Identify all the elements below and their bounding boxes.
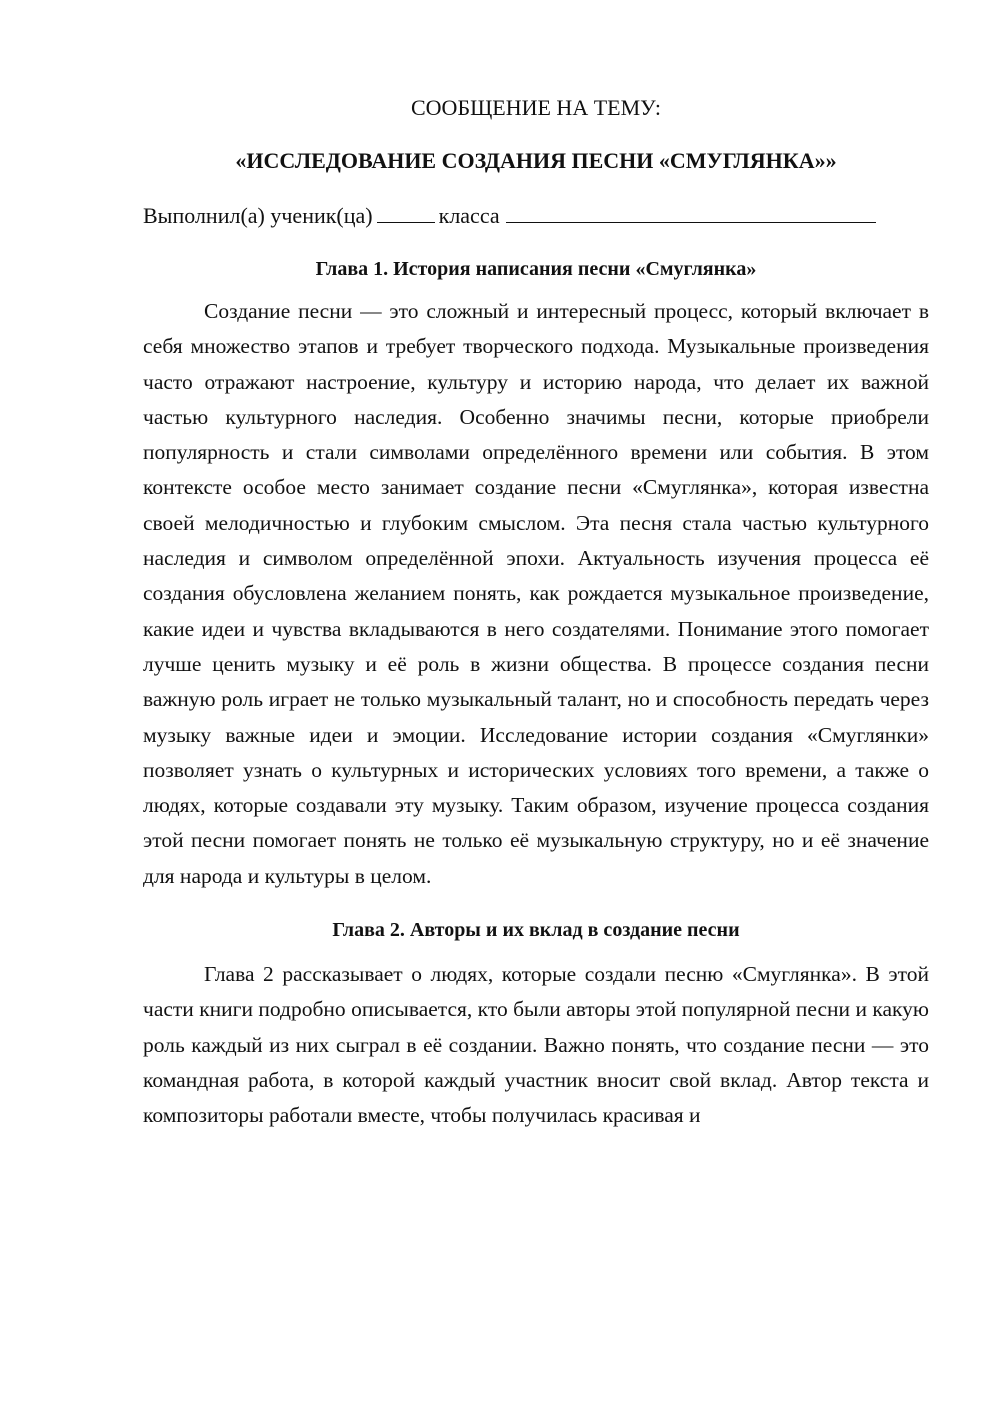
- student-name-blank: [506, 202, 876, 223]
- author-line: [143, 200, 929, 232]
- author-middle: класса: [438, 203, 500, 228]
- chapter-2-title: Глава 2. Авторы и их вклад в создание песни: [332, 919, 740, 942]
- chapter-1-paragraph: Создание песни — это сложный и интересный процесс, который включает в себя множество этапов и требует творческого подхода. Музыкальные произведения часто отражают настроение, культуру и историю народа, что делает их важной частью культурного наследия. Особенно значимы песни, которые приобрели популярность и стали символами определённого времени или события. В этом контексте особое место занимает создание песни «Смуглянка», которая известна своей мелодичностью и глубоким смыслом. Эта песня стала частью культурного наследия и символом определённой эпохи. Актуальность изучения процесса её создания обусловлена желанием понять, как рождается музыкальное произведение, какие идеи и чувства вкладываются в него создателями. Понимание этого помогает лучше ценить музыку и её роль в жизни общества. В процессе создания песни важную роль играет не только музыкальный талант, но и способность передать через музыку важные идеи и эмоции. Исследование истории создания «Смуглянки» позволяет узнать о культурных и исторических условиях того времени, а также о людях, которые создавали эту музыку. Таким образом, изучение процесса создания этой песни помогает понять не только её музыкальную структуру, но и её значение для народа и культуры в целом.: [143, 299, 929, 888]
- chapter-2-paragraph: Глава 2 рассказывает о людях, которые создали песню «Смуглянка». В этой части книги подробно описывается, кто были авторы этой популярной песни и какую роль каждый из них сыграл в её создании. Важно понять, что создание песни — это командная работа, в которой каждый участник вносит свой вклад. Автор текста и композиторы работали вместе, чтобы получилась красивая и: [143, 962, 929, 1128]
- author-prefix: Выполнил(а) ученик(ца): [143, 203, 373, 228]
- class-number-blank: [377, 202, 435, 223]
- report-heading: СООБЩЕНИЕ НА ТЕМУ:: [411, 95, 661, 120]
- chapter-1-title: Глава 1. История написания песни «Смуглянка»: [315, 258, 757, 280]
- page-content: [143, 92, 929, 1134]
- report-title: «ИССЛЕДОВАНИЕ СОЗДАНИЯ ПЕСНИ «СМУГЛЯНКА»»: [235, 148, 837, 173]
